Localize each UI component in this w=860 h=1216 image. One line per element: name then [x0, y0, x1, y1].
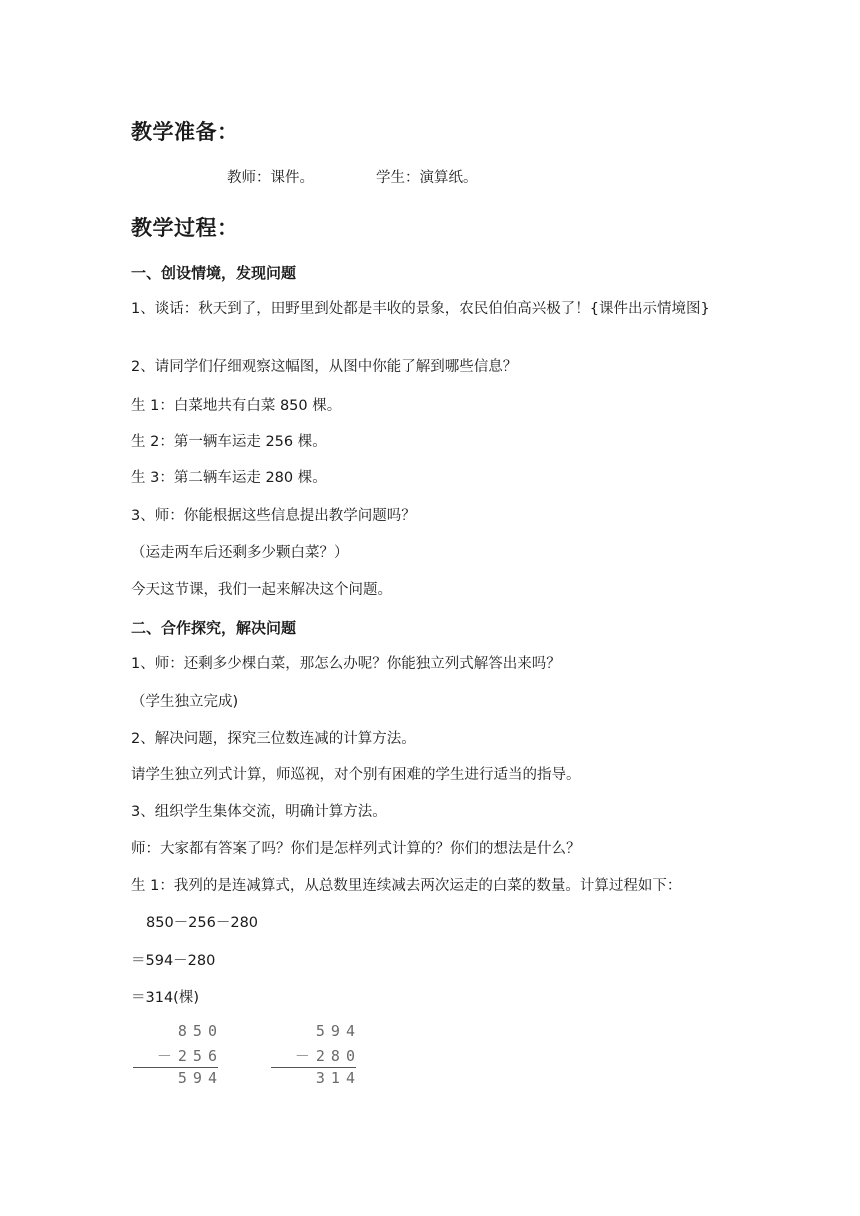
heading-teaching-process: 教学过程：	[131, 216, 239, 240]
vc1-minuend: 850	[177, 1022, 223, 1040]
vc2-result: 314	[315, 1069, 361, 1087]
paragraph-6: 3、师：你能根据这些信息提出教学问题吗？	[131, 508, 416, 524]
paragraph-13: 3、组织学生集体交流，明确计算方法。	[131, 804, 387, 820]
paragraph-11: 2、解决问题，探究三位数连减的计算方法。	[131, 731, 416, 747]
heading-teaching-prep: 教学准备：	[131, 120, 239, 144]
vc2-underline	[271, 1067, 356, 1068]
paragraph-1: 1、谈话：秋天到了，田野里到处都是丰收的景象，农民伯伯高兴极了！{课件出示情境图}	[131, 301, 710, 317]
vc2-minuend: 594	[315, 1022, 361, 1040]
paragraph-2: 2、请同学们仔细观察这幅图，从图中你能了解到哪些信息？	[131, 359, 518, 375]
section-heading-1: 一、创设情境，发现问题	[131, 264, 297, 282]
section-heading-2: 二、合作探究，解决问题	[131, 619, 297, 637]
paragraph-4: 生 2：第一辆车运走 256 棵。	[131, 434, 327, 450]
vc1-result: 594	[177, 1069, 223, 1087]
paragraph-15: 生 1：我列的是连减算式，从总数里连续减去两次运走的白菜的数量。计算过程如下：	[131, 878, 682, 894]
vertical-subtraction-2	[266, 1022, 361, 1092]
prep-student: 学生：演算纸。	[376, 170, 478, 186]
paragraph-10: （学生独立完成)	[131, 694, 239, 710]
paragraph-14: 师：大家都有答案了吗？你们是怎样列式计算的？你们的想法是什么？	[131, 841, 581, 857]
equation-line-3: ＝314(棵)	[131, 990, 199, 1006]
vc1-subtrahend: －256	[156, 1047, 223, 1065]
equation-line-1: 850－256－280	[146, 915, 259, 931]
paragraph-12: 请学生独立列式计算，师巡视，对个别有困难的学生进行适当的指导。	[131, 767, 581, 783]
vc1-underline	[133, 1067, 218, 1068]
paragraph-8: 今天这节课，我们一起来解决这个问题。	[131, 582, 392, 598]
vertical-subtraction-1	[128, 1022, 223, 1092]
equation-line-2: ＝594－280	[131, 953, 216, 969]
paragraph-7: （运走两车后还剩多少颗白菜？）	[131, 545, 349, 561]
prep-teacher: 教师：课件。	[227, 170, 314, 186]
paragraph-3: 生 1：白菜地共有白菜 850 棵。	[131, 398, 342, 414]
paragraph-5: 生 3：第二辆车运走 280 棵。	[131, 470, 327, 486]
paragraph-9: 1、师：还剩多少棵白菜，那怎么办呢？你能独立列式解答出来吗？	[131, 656, 561, 672]
vc2-subtrahend: －280	[294, 1047, 361, 1065]
